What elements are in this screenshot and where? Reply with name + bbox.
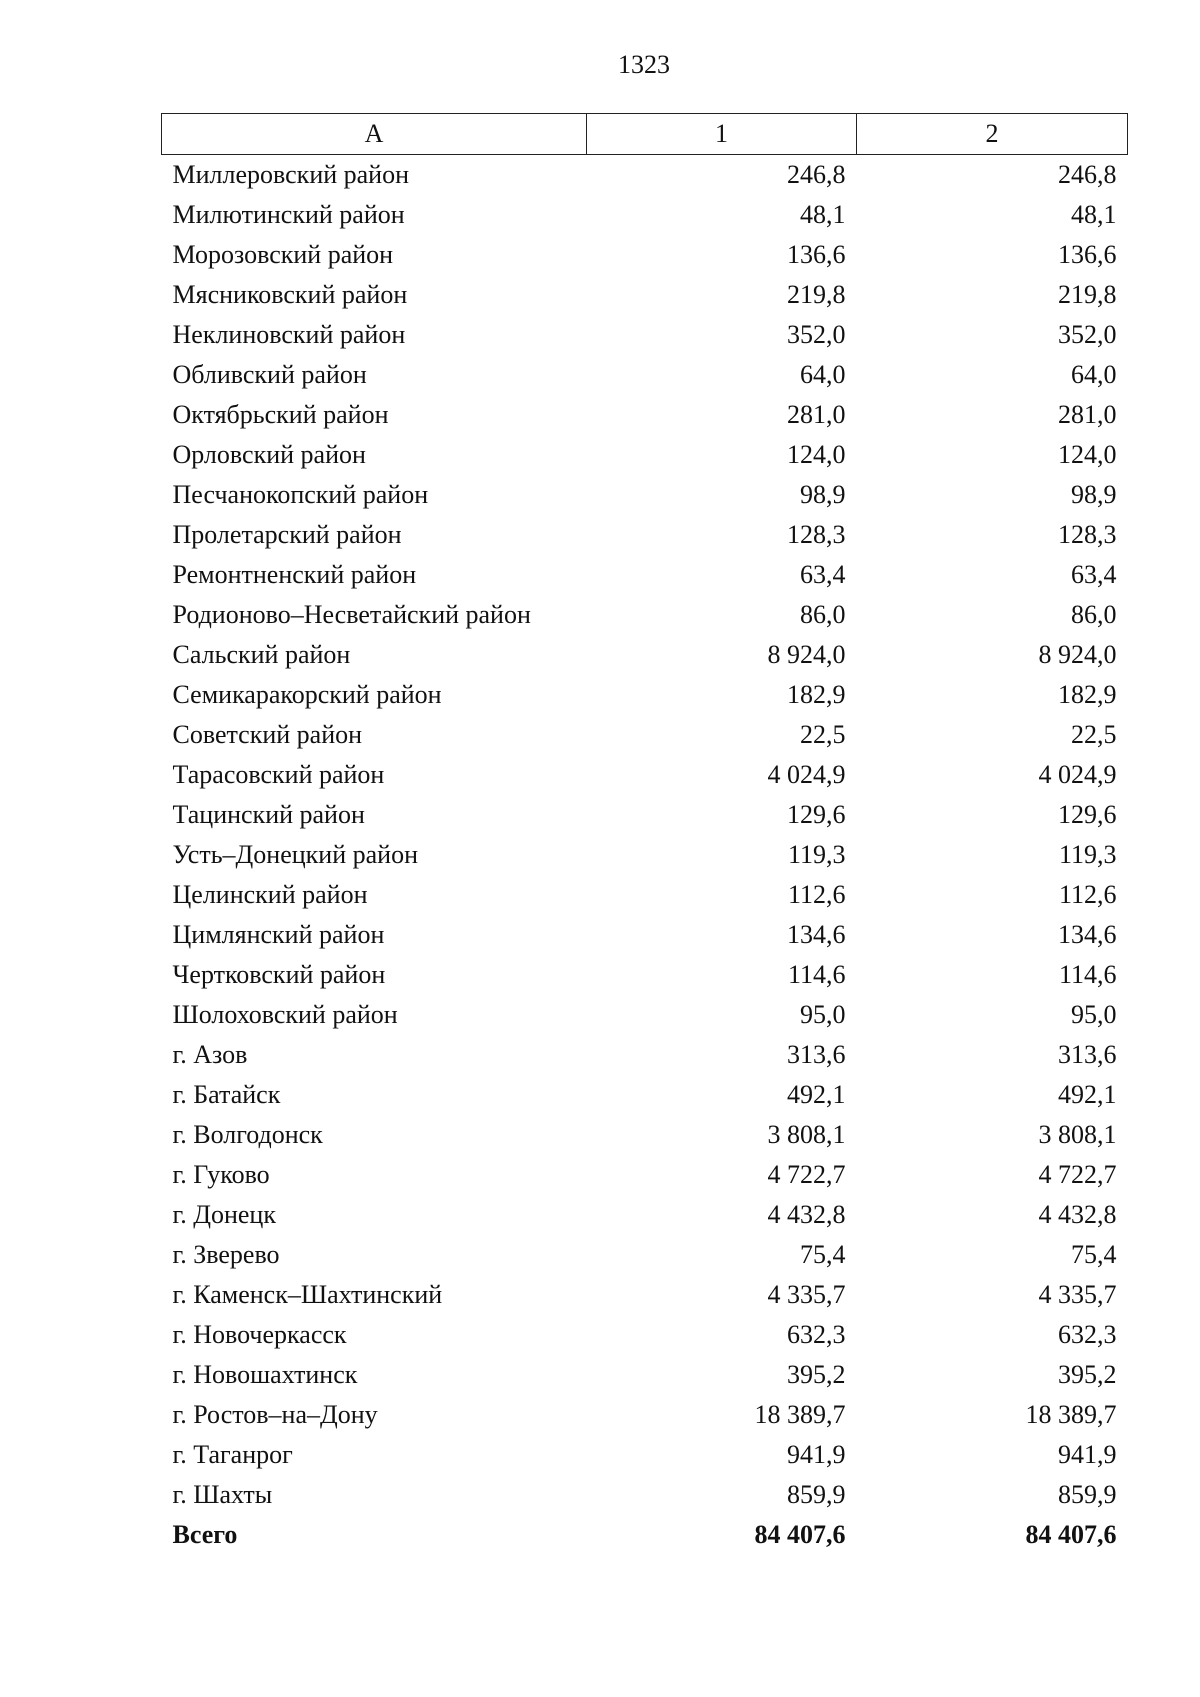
row-name: г. Каменск–Шахтинский <box>172 1280 443 1309</box>
row-name: Орловский район <box>172 440 366 469</box>
row-name: г. Шахты <box>172 1480 273 1509</box>
table-row <box>162 755 1128 795</box>
row-name: Октябрьский район <box>172 400 389 429</box>
row-value-col1: 48,1 <box>800 200 846 229</box>
table-row <box>162 1315 1128 1355</box>
row-name: Неклиновский район <box>172 320 406 349</box>
row-value-col2: 4 024,9 <box>1038 760 1117 789</box>
row-name: Обливский район <box>172 360 367 389</box>
row-value-col2: 22,5 <box>1071 720 1117 749</box>
table-row <box>162 555 1128 595</box>
row-value-col2: 395,2 <box>1058 1360 1117 1389</box>
table-row <box>162 235 1128 275</box>
row-value-col2: 98,9 <box>1071 480 1117 509</box>
table-row <box>162 395 1128 435</box>
row-value-col2: 114,6 <box>1058 960 1117 989</box>
row-value-col1: 98,9 <box>800 480 846 509</box>
row-value-col1: 632,3 <box>787 1320 846 1349</box>
row-value-col2: 75,4 <box>1071 1240 1117 1269</box>
row-value-col1: 95,0 <box>800 1000 846 1029</box>
row-value-col2: 352,0 <box>1058 320 1117 349</box>
row-name: Шолоховский район <box>172 1000 398 1029</box>
row-name: г. Зверево <box>172 1240 280 1269</box>
row-name: Семикаракорский район <box>172 680 442 709</box>
row-name: Чертковский район <box>172 960 386 989</box>
row-value-col1: 4 335,7 <box>767 1280 846 1309</box>
row-name: г. Таганрог <box>172 1440 293 1469</box>
row-value-col2: 18 389,7 <box>1025 1400 1117 1429</box>
row-value-col1: 3 808,1 <box>767 1120 846 1149</box>
row-name: г. Волгодонск <box>172 1120 323 1149</box>
row-value-col2: 64,0 <box>1071 360 1117 389</box>
table-row <box>162 955 1128 995</box>
row-value-col1: 313,6 <box>787 1040 846 1069</box>
row-value-col1: 64,0 <box>800 360 846 389</box>
row-value-col1: 4 432,8 <box>767 1200 846 1229</box>
table-row <box>162 795 1128 835</box>
table-row <box>162 635 1128 675</box>
table-row <box>162 1355 1128 1395</box>
table-row <box>162 995 1128 1035</box>
row-value-col1: 134,6 <box>787 920 846 949</box>
row-value-col2: 4 335,7 <box>1038 1280 1117 1309</box>
table-row <box>162 715 1128 755</box>
row-value-col2: 219,8 <box>1058 280 1117 309</box>
row-name: Целинский район <box>172 880 368 909</box>
row-value-col2: 128,3 <box>1058 520 1117 549</box>
row-value-col2: 112,6 <box>1058 880 1117 909</box>
row-value-col1: 182,9 <box>787 680 846 709</box>
table-row <box>162 1155 1128 1195</box>
table-row <box>162 875 1128 915</box>
row-name: г. Азов <box>172 1040 248 1069</box>
page-number: 1323 <box>618 50 670 79</box>
row-value-col2: 3 808,1 <box>1038 1120 1117 1149</box>
table-row <box>162 275 1128 315</box>
row-value-col2: 63,4 <box>1071 560 1117 589</box>
table-row <box>162 915 1128 955</box>
row-value-col1: 129,6 <box>787 800 846 829</box>
total-value-col1: 84 407,6 <box>754 1520 846 1549</box>
row-value-col1: 219,8 <box>787 280 846 309</box>
row-name: Пролетарский район <box>172 520 402 549</box>
row-value-col2: 182,9 <box>1058 680 1117 709</box>
table-row <box>162 1115 1128 1155</box>
row-value-col2: 136,6 <box>1058 240 1117 269</box>
data-table <box>161 113 1128 1555</box>
row-name: Сальский район <box>172 640 351 669</box>
row-name: Цимлянский район <box>172 920 385 949</box>
row-value-col1: 86,0 <box>800 600 846 629</box>
row-value-col2: 8 924,0 <box>1038 640 1117 669</box>
row-value-col2: 281,0 <box>1058 400 1117 429</box>
row-value-col1: 119,3 <box>787 840 846 869</box>
table-row <box>162 1275 1128 1315</box>
table-row <box>162 1035 1128 1075</box>
row-value-col2: 48,1 <box>1071 200 1117 229</box>
table-row <box>162 675 1128 715</box>
table-row <box>162 1435 1128 1475</box>
row-value-col2: 119,3 <box>1058 840 1117 869</box>
table-row <box>162 1395 1128 1435</box>
row-value-col1: 395,2 <box>787 1360 846 1389</box>
row-name: Мясниковский район <box>172 280 408 309</box>
row-name: Песчанокопский район <box>172 480 429 509</box>
row-name: г. Батайск <box>172 1080 281 1109</box>
row-name: Миллеровский район <box>172 160 410 189</box>
row-value-col2: 941,9 <box>1058 1440 1117 1469</box>
row-value-col2: 134,6 <box>1058 920 1117 949</box>
row-value-col1: 859,9 <box>787 1480 846 1509</box>
row-value-col1: 492,1 <box>787 1080 846 1109</box>
row-name: г. Донецк <box>172 1200 276 1229</box>
row-value-col2: 86,0 <box>1071 600 1117 629</box>
table-row <box>162 195 1128 235</box>
row-value-col2: 95,0 <box>1071 1000 1117 1029</box>
table-row <box>162 155 1128 196</box>
table-row <box>162 1475 1128 1515</box>
row-value-col1: 4 024,9 <box>767 760 846 789</box>
row-name: г. Новочеркасск <box>172 1320 347 1349</box>
table-row <box>162 1235 1128 1275</box>
row-value-col2: 124,0 <box>1058 440 1117 469</box>
row-name: Ремонтненский район <box>172 560 417 589</box>
table-row <box>162 835 1128 875</box>
row-value-col1: 4 722,7 <box>767 1160 846 1189</box>
total-label: Всего <box>172 1520 238 1549</box>
row-value-col1: 63,4 <box>800 560 846 589</box>
column-header-1: 1 <box>587 114 857 155</box>
row-value-col2: 129,6 <box>1058 800 1117 829</box>
row-value-col2: 313,6 <box>1058 1040 1117 1069</box>
row-name: Родионово–Несветайский район <box>172 600 531 629</box>
row-name: г. Ростов–на–Дону <box>172 1400 378 1429</box>
table-row <box>162 435 1128 475</box>
row-value-col1: 18 389,7 <box>754 1400 846 1429</box>
row-value-col2: 859,9 <box>1058 1480 1117 1509</box>
row-name: Тарасовский район <box>172 760 385 789</box>
row-name: Усть–Донецкий район <box>172 840 418 869</box>
row-value-col2: 492,1 <box>1058 1080 1117 1109</box>
row-value-col1: 114,6 <box>787 960 846 989</box>
table-row <box>162 515 1128 555</box>
row-value-col2: 4 722,7 <box>1038 1160 1117 1189</box>
column-header-2: 2 <box>857 114 1128 155</box>
column-header-a: А <box>162 114 587 155</box>
row-value-col1: 136,6 <box>787 240 846 269</box>
table-row <box>162 355 1128 395</box>
row-name: Тацинский район <box>172 800 365 829</box>
row-value-col1: 124,0 <box>787 440 846 469</box>
table-row <box>162 315 1128 355</box>
row-name: г. Гуково <box>172 1160 270 1189</box>
row-value-col1: 246,8 <box>787 160 846 189</box>
row-value-col1: 281,0 <box>787 400 846 429</box>
table-row <box>162 595 1128 635</box>
row-value-col2: 632,3 <box>1058 1320 1117 1349</box>
row-value-col1: 941,9 <box>787 1440 846 1469</box>
table-row <box>162 475 1128 515</box>
table-header-row <box>162 114 1128 155</box>
row-name: г. Новошахтинск <box>172 1360 358 1389</box>
total-row <box>162 1515 1128 1555</box>
total-value-col2: 84 407,6 <box>1025 1520 1117 1549</box>
row-value-col1: 128,3 <box>787 520 846 549</box>
row-value-col2: 246,8 <box>1058 160 1117 189</box>
row-name: Морозовский район <box>172 240 394 269</box>
row-value-col1: 22,5 <box>800 720 846 749</box>
row-value-col1: 8 924,0 <box>767 640 846 669</box>
row-value-col1: 112,6 <box>787 880 846 909</box>
row-name: Милютинский район <box>172 200 405 229</box>
table-body <box>162 155 1128 1556</box>
row-value-col1: 352,0 <box>787 320 846 349</box>
table-row <box>162 1075 1128 1115</box>
row-value-col2: 4 432,8 <box>1038 1200 1117 1229</box>
row-name: Советский район <box>172 720 363 749</box>
table-row <box>162 1195 1128 1235</box>
row-value-col1: 75,4 <box>800 1240 846 1269</box>
